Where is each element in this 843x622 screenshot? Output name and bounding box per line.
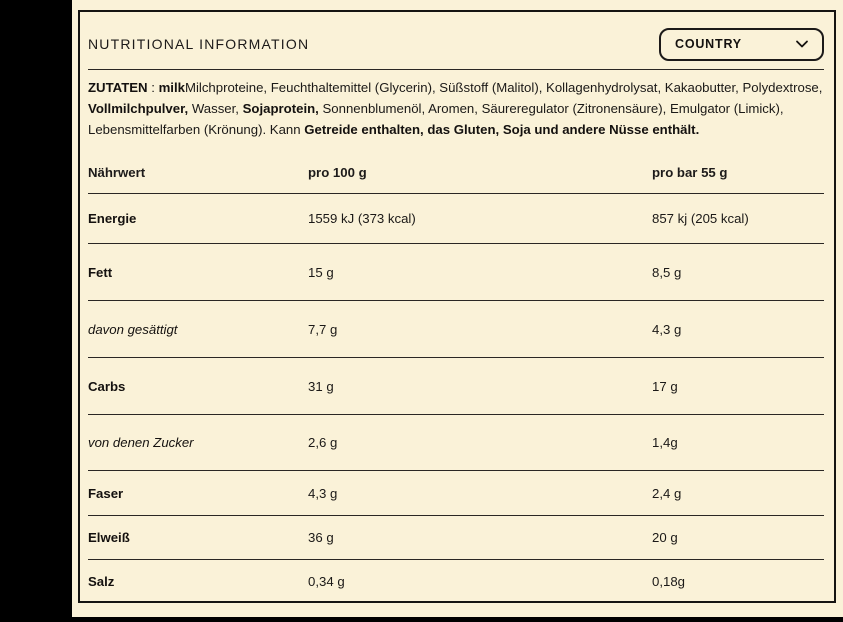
row-value-perbar: 857 kj (205 kcal) [652,211,749,226]
row-label: Energie [88,211,137,226]
page-title: NUTRITIONAL INFORMATION [88,36,310,52]
column-header-nutrient: Nährwert [88,165,146,180]
row-value-perbar: 17 g [652,378,678,394]
nutrition-panel [72,0,843,617]
row-value-per100g: 2,6 g [308,435,338,450]
table-row [88,415,824,471]
row-value-perbar: 4,3 g [652,321,682,337]
row-label: von denen Zucker [88,435,194,450]
row-value-perbar: 20 g [652,530,678,545]
row-value-perbar: 1,4g [652,435,678,450]
table-header-row [88,154,824,194]
row-label: Salz [88,574,115,589]
row-label: davon gesättigt [88,321,178,337]
row-label: Fett [88,264,113,280]
row-value-per100g: 31 g [308,378,334,394]
nutrition-table [88,154,824,622]
table-row [88,194,824,244]
row-value-perbar: 8,5 g [652,264,682,280]
table-row [88,516,824,560]
row-value-per100g: 36 g [308,530,334,545]
row-label: Faser [88,485,124,501]
nutrition-rows [88,194,824,622]
row-value-per100g: 0,34 g [308,574,345,589]
card-header [88,24,824,64]
row-label: Carbs [88,378,126,394]
row-value-perbar: 0,18g [652,574,686,589]
table-row [88,471,824,516]
ingredients-text: ZUTATEN : milkMilchproteine, Feuchthaltemittel (Glycerin), Süßstoff (Malitol), Kollagenhydrolysat, Kakaobutter, Polydextrose, Vollmilchpulver, Wasser, Sojaprotein, Sonnenblumenöl, Aromen, Säureregulator (Zitronensäure), Emulgator (Limick), Lebensmittelfarben (Krönung). Kann Getreide enthalten, das Gluten, Soja und andere Nüsse enthält. [88,80,823,137]
table-row [88,301,824,358]
table-row [88,244,824,301]
row-value-perbar: 2,4 g [652,485,682,501]
country-dropdown[interactable] [659,28,824,61]
row-value-per100g: 1559 kJ (373 kcal) [308,211,416,226]
table-row [88,560,824,622]
title-divider [88,69,824,70]
row-value-per100g: 15 g [308,264,334,280]
row-label: Elweiß [88,530,130,545]
nutrition-card [78,10,836,603]
column-header-per100g: pro 100 g [308,165,367,180]
row-value-per100g: 4,3 g [308,485,338,501]
column-header-perbar55g: pro bar 55 g [652,165,728,180]
chevron-down-icon [794,36,810,52]
country-dropdown-label: COUNTRY [675,37,742,51]
row-value-per100g: 7,7 g [308,321,338,337]
table-row [88,358,824,415]
